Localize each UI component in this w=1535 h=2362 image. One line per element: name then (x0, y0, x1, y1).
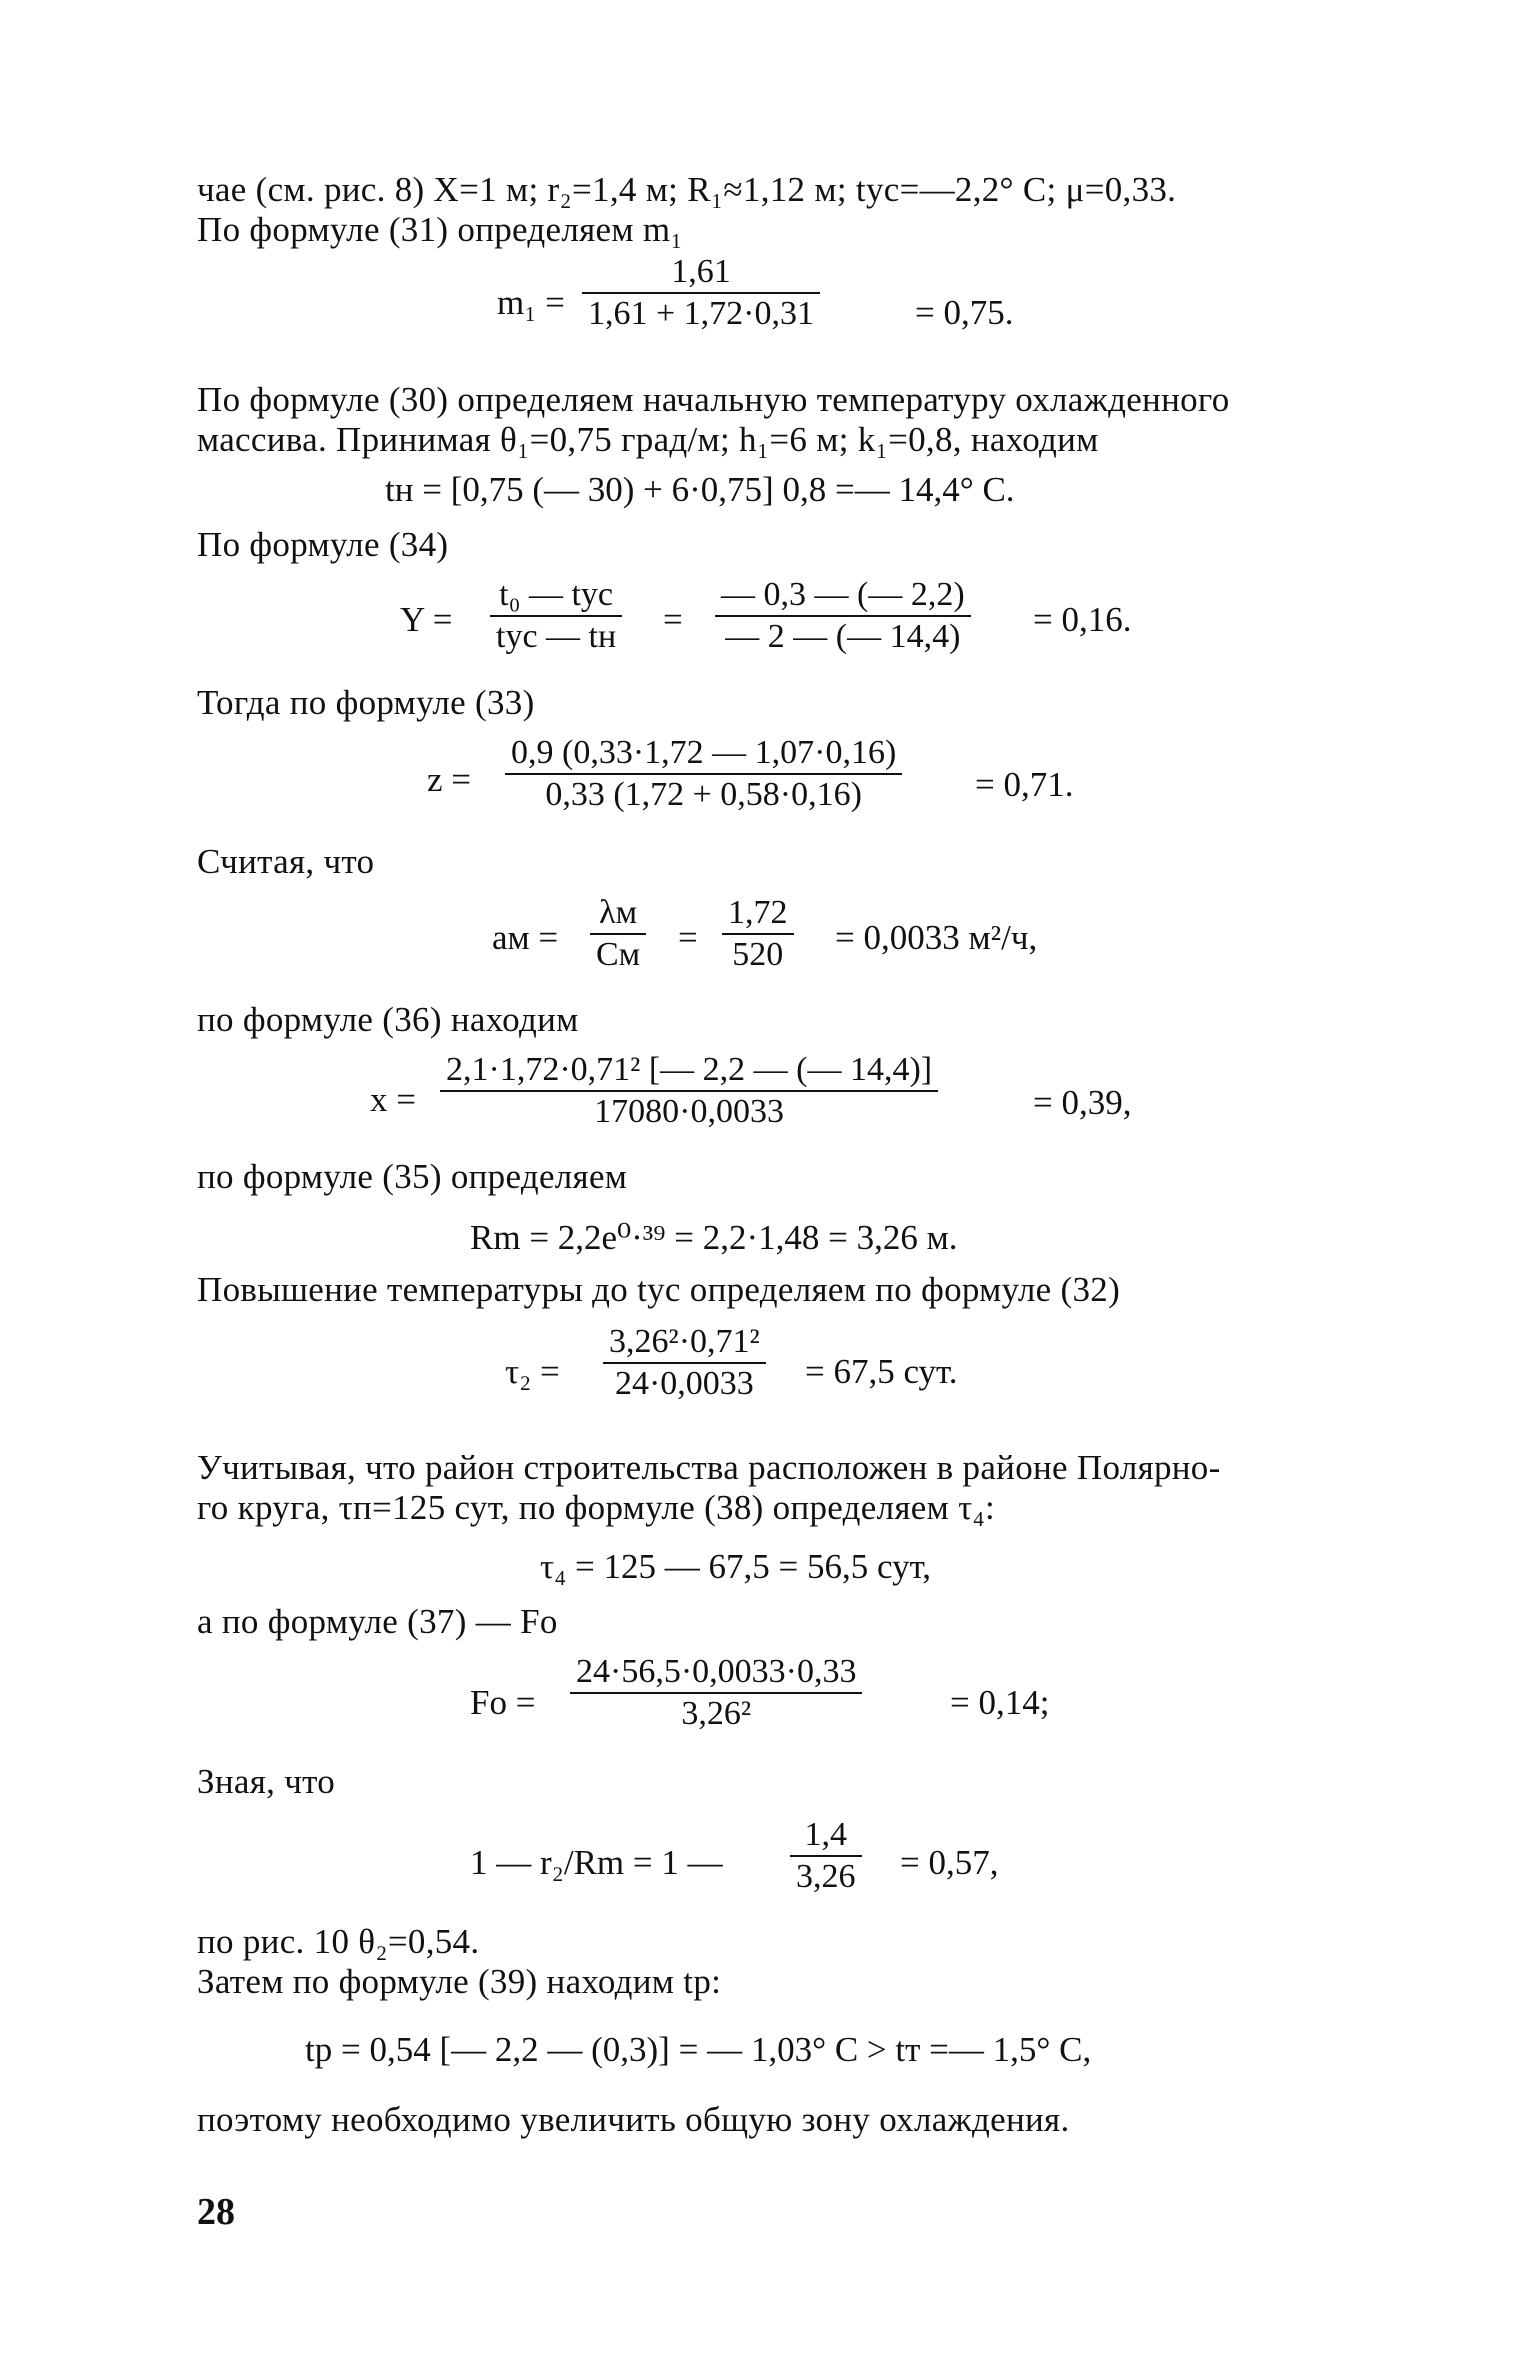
fraction-y2 (715, 575, 971, 657)
fraction-a1 (590, 893, 646, 975)
equation-fo-rhs: = 0,14; (950, 1683, 1050, 1722)
numerator: 24·56,5·0,0033·0,33 (576, 1653, 857, 1690)
fraction-fo (570, 1652, 862, 1734)
equation-y-lhs: Y = (400, 600, 453, 639)
text-line: Повышение температуры до tус определяем по формуле (32) (197, 1270, 1121, 1309)
denominator: 520 (732, 936, 784, 973)
fraction-tau2 (603, 1322, 766, 1404)
text-line: по рис. 10 θ₂=0,54. (197, 1922, 480, 1961)
equation-a-rhs: = 0,0033 м²/ч, (835, 918, 1038, 957)
equation-tp: tр = 0,54 [— 2,2 — (0,3)] = — 1,03° С > tт =— 1,5° С, (305, 2030, 1092, 2069)
denominator: 24·0,0033 (614, 1365, 754, 1402)
equation-z-rhs: = 0,71. (975, 765, 1074, 804)
fraction-a2 (722, 893, 794, 975)
numerator: t₀ — tус (499, 576, 614, 613)
equation-x-rhs: = 0,39, (1033, 1083, 1132, 1122)
denominator: 17080·0,0033 (594, 1093, 784, 1130)
text-line: Тогда по формуле (33) (197, 683, 535, 722)
denominator: 3,26² (681, 1695, 752, 1732)
page-number: 28 (197, 2191, 235, 2233)
numerator: 1,72 (728, 894, 788, 931)
text-line: го круга, τп=125 сут, по формуле (38) определяем τ₄: (197, 1488, 995, 1527)
equation-tn: tн = [0,75 (— 30) + 6·0,75] 0,8 =— 14,4° С. (385, 470, 1015, 509)
numerator: 1,61 (671, 253, 731, 290)
numerator: 2,1·1,72·0,71² [— 2,2 — (— 14,4)] (446, 1051, 933, 1088)
text-line: По формуле (31) определяем m₁ (197, 210, 683, 249)
text-line: поэтому необходимо увеличить общую зону охлаждения. (197, 2100, 1070, 2139)
text-line: по формуле (35) определяем (197, 1157, 628, 1196)
numerator: 1,4 (804, 1816, 847, 1853)
equation-m1-lhs: m₁ = (497, 283, 565, 322)
numerator: 0,9 (0,33·1,72 — 1,07·0,16) (511, 734, 897, 771)
fraction-y1 (490, 575, 622, 657)
numerator: λм (599, 894, 638, 931)
fraction-x (440, 1050, 938, 1132)
equals-sign: = (678, 918, 698, 957)
equation-rm: Rm = 2,2e⁰·³⁹ = 2,2·1,48 = 3,26 м. (470, 1218, 958, 1257)
equation-tau4: τ₄ = 125 — 67,5 = 56,5 сут, (540, 1547, 931, 1586)
numerator: — 0,3 — (— 2,2) (721, 576, 965, 613)
equation-z-lhs: z = (427, 760, 472, 799)
fraction-m1 (582, 252, 820, 334)
text-line: а по формуле (37) — Fo (197, 1602, 558, 1641)
denominator: Cм (596, 936, 641, 973)
text-line: Затем по формуле (39) находим tр: (197, 1962, 722, 2001)
denominator: tус — tн (496, 618, 617, 655)
text-line: Считая, что (197, 842, 375, 881)
equals-sign: = (663, 600, 683, 639)
denominator: 0,33 (1,72 + 0,58·0,16) (545, 776, 862, 813)
denominator: 3,26 (796, 1858, 856, 1895)
equation-tau2-rhs: = 67,5 сут. (805, 1352, 958, 1391)
equation-r-rhs: = 0,57, (900, 1843, 999, 1882)
equation-a-lhs: aм = (492, 918, 559, 957)
text-line: массива. Принимая θ₁=0,75 град/м; h₁=6 м; k₁=0,8, находим (197, 420, 1099, 459)
text-line: чае (см. рис. 8) X=1 м; r₂=1,4 м; R₁≈1,12 м; tус=—2,2° С; μ=0,33. (197, 170, 1177, 209)
equation-fo-lhs: Fo = (470, 1683, 536, 1722)
equation-y-rhs: = 0,16. (1033, 600, 1132, 639)
equation-r-lhs: 1 — r₂/Rm = 1 — (470, 1843, 723, 1882)
fraction-z (505, 733, 902, 815)
equation-m1-rhs: = 0,75. (915, 293, 1014, 332)
denominator: 1,61 + 1,72·0,31 (588, 295, 814, 332)
text-line: по формуле (36) находим (197, 1000, 579, 1039)
fraction-r (790, 1815, 862, 1897)
equation-x-lhs: x = (370, 1080, 416, 1119)
denominator: — 2 — (— 14,4) (725, 618, 961, 655)
numerator: 3,26²·0,71² (609, 1323, 760, 1360)
equation-tau2-lhs: τ₂ = (505, 1352, 560, 1391)
text-line: Учитывая, что район строительства расположен в районе Полярно- (197, 1448, 1221, 1487)
text-line: По формуле (34) (197, 525, 449, 564)
text-line: По формуле (30) определяем начальную температуру охлажденного (197, 380, 1230, 419)
text-line: Зная, что (197, 1762, 336, 1801)
